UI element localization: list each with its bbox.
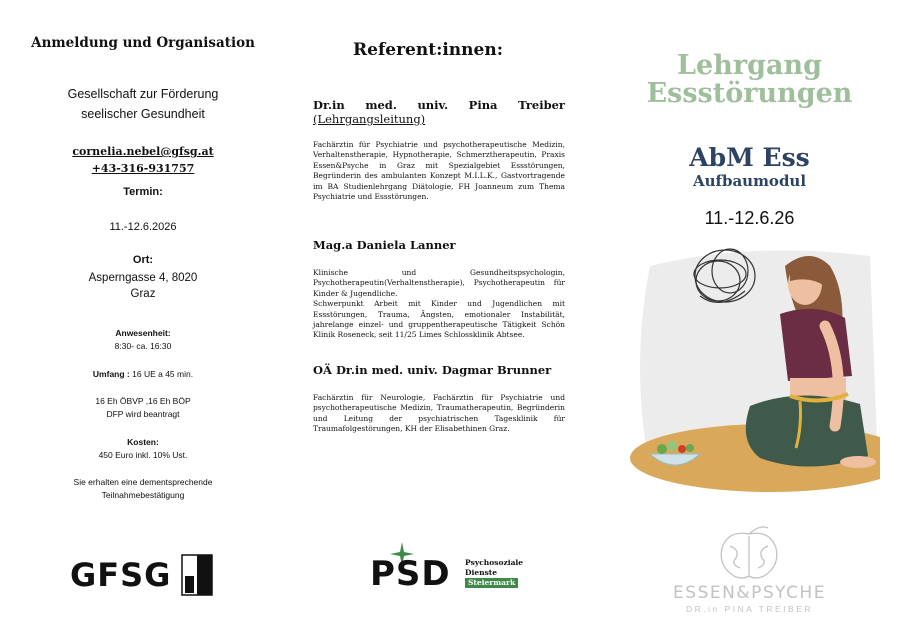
contact-block	[0, 143, 286, 177]
speaker-2-desc-2: Schwerpunkt Arbeit mit Kinder und Jugendlichen mit Essstörungen, Trauma, Ängsten, emotionaler Instabilität, jahrelange einzel- und gruppentherapeutische Tätigkeit Schön Klinik Roseneck, seit 11/25 Limes Schlossklinik Abtsee.	[313, 299, 565, 340]
email-link[interactable]: cornelia.nebel@gfsg.at	[72, 145, 214, 158]
woman-illustration-icon	[620, 236, 880, 498]
psd-line-3: Steiermark	[465, 578, 518, 588]
module-subtitle: Aufbaumodul	[692, 172, 807, 190]
psd-line-1: Psychosoziale	[465, 558, 524, 567]
ort-line-2: Graz	[130, 288, 156, 300]
gfsg-logo	[70, 552, 220, 598]
ort-value	[0, 270, 286, 302]
speaker-1	[313, 98, 565, 202]
essen-psyche-subtitle: DR.in PINA TREIBER	[685, 604, 814, 614]
anwesenheit-value: 8:30- ca. 16:30	[114, 341, 172, 351]
gfsg-logo-text: GFSG	[70, 556, 172, 594]
credits	[0, 395, 286, 421]
left-column	[0, 0, 300, 636]
org-line-2: seelischer Gesundheit	[81, 107, 205, 121]
gfsg-mark-icon	[181, 554, 213, 596]
kosten-label: Kosten:	[127, 437, 159, 447]
termin-label: Termin:	[123, 186, 163, 198]
essen-psyche-title: ESSEN&PSYCHE	[673, 583, 826, 603]
psd-line-2: Dienste	[465, 568, 498, 577]
speaker-3-name: OÄ Dr.in med. univ. Dagmar Brunner	[313, 363, 552, 377]
registration-title: Anmeldung und Organisation	[31, 35, 255, 51]
dfp-line: DFP wird beantragt	[106, 409, 180, 419]
umfang-value: 16 UE a 45 min.	[129, 369, 194, 379]
psd-logo	[370, 542, 530, 598]
psd-logo-side	[465, 558, 523, 588]
ort-label: Ort:	[132, 254, 154, 266]
speaker-3-desc: Fachärztin für Neurologie, Fachärztin für Psychiatrie und psychotherapeutische Medizin, Traumatherapeutin, Begründerin und Leitung der psychiatrischen Tagesklinik für Traumafolgestörungen, KH der Elisabethinen Graz.	[313, 393, 565, 434]
speaker-2	[313, 238, 565, 341]
speaker-1-role: (Lehrgangsleitung)	[313, 112, 426, 126]
teil-line-2: Teilnahmebestätigung	[101, 490, 185, 500]
ort-line-1: Asperngasse 4, 8020	[88, 272, 198, 284]
module-title: AbM Ess	[689, 143, 810, 172]
speaker-3	[313, 363, 565, 435]
eh-line: 16 Eh ÖBVP ,16 Eh BÖP	[95, 396, 191, 406]
teilnahme	[0, 476, 286, 502]
umfang-label: Umfang :	[92, 369, 130, 379]
course-title	[600, 52, 899, 108]
apple-brain-logo-icon	[600, 522, 899, 582]
anwesenheit-label: Anwesenheit:	[115, 328, 171, 338]
anwesenheit	[0, 327, 286, 353]
phone-link[interactable]: +43-316-931757	[91, 162, 195, 175]
speaker-1-desc: Fachärztin für Psychiatrie und psychotherapeutische Medizin, Verhaltenstherapie, Hypnotherapie, Schmerztherapeutin, Praxis Essen&Psyche in Graz mit Spezialgebiet Essstörungen, Begründerin des ambulanten Konzept M.I.L.K., Gastvortragende im BA Studienlehrgang Diätologie, FH Joanneum zum Thema Psychiatrie und Essstörungen.	[313, 140, 565, 202]
course-date: 11.-12.6.26	[704, 208, 795, 228]
organization-name	[0, 84, 286, 124]
speaker-2-desc-1: Klinische und Gesundheitspsychologin, Psychotherapeutin(Verhaltenstherapie), Psychotherapeutin für Kinder & Jugendliche.	[313, 268, 565, 298]
speakers-title: Referent:innen:	[353, 40, 503, 60]
org-line-1: Gesellschaft zur Förderung	[67, 87, 219, 101]
speaker-2-name: Mag.a Daniela Lanner	[313, 238, 456, 252]
termin-value: 11.-12.6.2026	[109, 221, 177, 233]
right-column	[600, 0, 899, 636]
middle-column	[300, 0, 600, 636]
course-title-line-2: Essstörungen	[646, 78, 853, 109]
course-title-line-1: Lehrgang	[677, 50, 822, 81]
kosten	[0, 436, 286, 462]
speaker-1-name: Dr.in med. univ. Pina Treiber	[313, 98, 565, 112]
teil-line-1: Sie erhalten eine dementsprechende	[73, 477, 213, 487]
kosten-value: 450 Euro inkl. 10% Ust.	[98, 450, 188, 460]
speaker-2-desc	[313, 268, 565, 341]
umfang	[0, 368, 286, 381]
psd-logo-text: PSD	[370, 554, 451, 594]
